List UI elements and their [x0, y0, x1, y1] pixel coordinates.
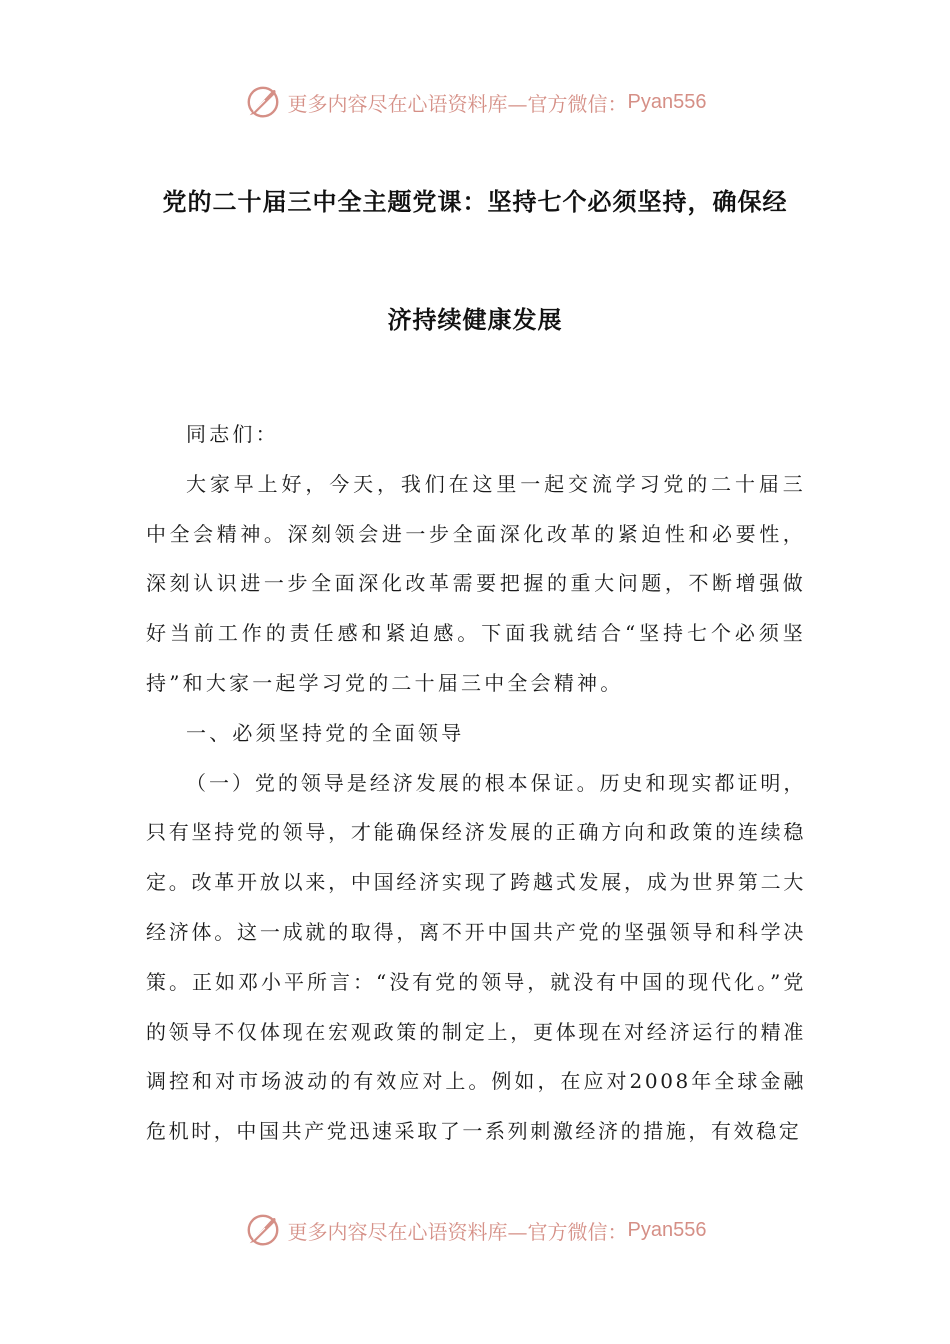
- document-title-line-1: 党的二十届三中全主题党课：坚持七个必须坚持，确保经: [162, 188, 788, 216]
- salutation-paragraph: 同志们：: [186, 422, 279, 446]
- subsection-paragraph-1: （一）党的领导是经济发展的根本保证。历史和现实都证明，只有坚持党的领导，才能确保经济发展的正确方向和政策的连续稳定。改革开放以来，中国经济实现了跨越式发展，成为世界第二大经济体。这一成就的取得，离不开中国共产党的坚强领导和科学决策。正如邓小平所言：“没有党的领导，就没有中国的现代化。”党的领导不仅体现在宏观政策的制定上，更体现在对经济运行的精准调控和对市场波动的有效应对上。例如，在应对2008年全球金融危机时，中国共产党迅速采取了一系列刺激经济的措施，有效稳定: [146, 770, 806, 1144]
- header-watermark: [0, 82, 950, 122]
- footer-watermark: [0, 1210, 950, 1250]
- document-body: [146, 410, 806, 1157]
- section-heading-1: 一、必须坚持党的全面领导: [186, 720, 465, 745]
- watermark-text: 更多内容尽在心语资料库—官方微信：: [287, 91, 628, 116]
- watermark-text: 更多内容尽在心语资料库—官方微信：: [287, 1219, 628, 1244]
- watermark-wechat-id: Pyan556: [627, 1218, 707, 1241]
- quill-logo-icon: [244, 83, 282, 121]
- quill-logo-icon: [244, 1211, 282, 1249]
- watermark-wechat-id: Pyan556: [627, 90, 707, 113]
- document-title-line-2: 济持续健康发展: [387, 306, 563, 334]
- intro-paragraph: 大家早上好，今天，我们在这里一起交流学习党的二十届三中全会精神。深刻领会进一步全面深化改革的紧迫性和必要性，深刻认识进一步全面深化改革需要把握的重大问题，不断增强做好当前工作的责任感和紧迫感。下面我就结合“坚持七个必须坚持”和大家一起学习党的二十届三中全会精神。: [146, 471, 806, 695]
